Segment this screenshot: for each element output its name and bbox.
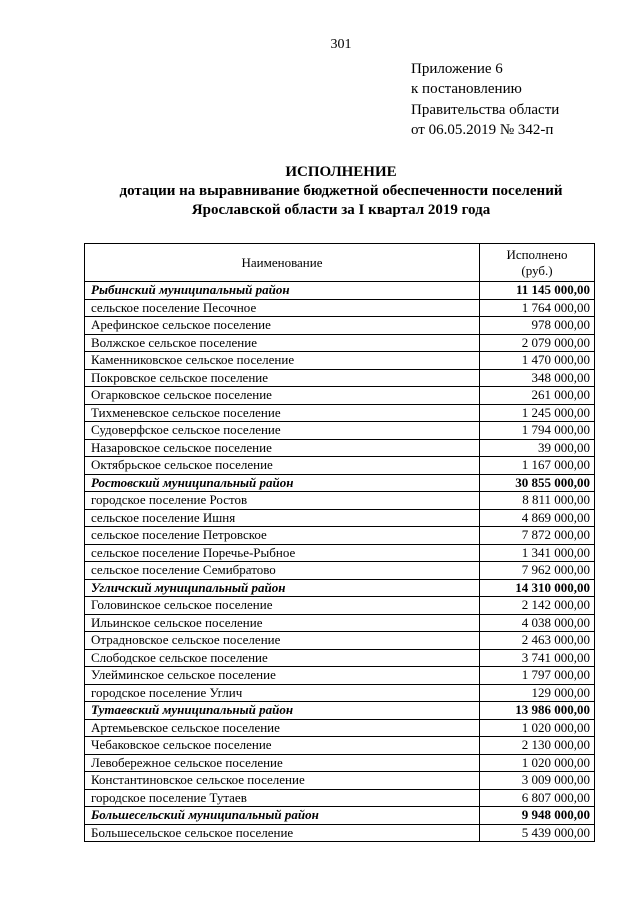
district-row — [85, 282, 595, 300]
settlement-name: городское поселение Ростов — [85, 492, 480, 510]
settlement-amount: 1 341 000,00 — [480, 544, 595, 562]
settlement-row — [85, 597, 595, 615]
appendix-line-resolution: к постановлению — [411, 81, 522, 98]
settlement-amount: 1 470 000,00 — [480, 352, 595, 370]
table-body — [85, 282, 595, 842]
settlement-name: Левобережное сельское поселение — [85, 754, 480, 772]
district-amount: 13 986 000,00 — [480, 702, 595, 720]
district-row — [85, 807, 595, 825]
settlement-amount: 1 020 000,00 — [480, 719, 595, 737]
appendix-line-date: от 06.05.2019 № 342-п — [411, 122, 554, 139]
district-amount: 14 310 000,00 — [480, 579, 595, 597]
settlement-name: Константиновское сельское поселение — [85, 772, 480, 790]
settlement-name: сельское поселение Петровское — [85, 527, 480, 545]
settlement-amount: 39 000,00 — [480, 439, 595, 457]
settlement-name: Судоверфское сельское поселение — [85, 422, 480, 440]
settlement-name: городское поселение Тутаев — [85, 789, 480, 807]
settlement-name: Тихменевское сельское поселение — [85, 404, 480, 422]
district-amount: 11 145 000,00 — [480, 282, 595, 300]
settlement-name: Чебаковское сельское поселение — [85, 737, 480, 755]
settlement-amount: 7 962 000,00 — [480, 562, 595, 580]
district-row — [85, 579, 595, 597]
settlement-name: Огарковское сельское поселение — [85, 387, 480, 405]
settlement-amount: 3 009 000,00 — [480, 772, 595, 790]
settlement-row — [85, 789, 595, 807]
appendix-block — [411, 59, 559, 141]
settlement-amount: 5 439 000,00 — [480, 824, 595, 842]
settlement-name: Головинское сельское поселение — [85, 597, 480, 615]
settlement-name: Волжское сельское поселение — [85, 334, 480, 352]
settlement-row — [85, 667, 595, 685]
settlement-amount: 7 872 000,00 — [480, 527, 595, 545]
table-header — [85, 244, 595, 282]
settlement-amount: 261 000,00 — [480, 387, 595, 405]
district-name: Рыбинский муниципальный район — [85, 282, 480, 300]
settlement-name: Назаровское сельское поселение — [85, 439, 480, 457]
settlement-name: Большесельское сельское поселение — [85, 824, 480, 842]
settlement-row — [85, 737, 595, 755]
settlement-row — [85, 527, 595, 545]
settlement-name: сельское поселение Семибратово — [85, 562, 480, 580]
district-row — [85, 474, 595, 492]
settlement-row — [85, 614, 595, 632]
column-header-name: Наименование — [85, 244, 480, 282]
settlement-row — [85, 684, 595, 702]
settlement-amount: 3 741 000,00 — [480, 649, 595, 667]
settlement-amount: 2 079 000,00 — [480, 334, 595, 352]
settlement-row — [85, 772, 595, 790]
title-subtitle-line-2: Ярославской области за I квартал 2019 года — [191, 202, 491, 218]
subsidy-execution-table — [84, 243, 595, 842]
settlement-row — [85, 562, 595, 580]
settlement-amount: 1 797 000,00 — [480, 667, 595, 685]
page-number: 301 — [330, 37, 352, 52]
settlement-name: Слободское сельское поселение — [85, 649, 480, 667]
settlement-amount: 129 000,00 — [480, 684, 595, 702]
settlement-amount: 348 000,00 — [480, 369, 595, 387]
settlement-row — [85, 824, 595, 842]
settlement-name: сельское поселение Песочное — [85, 299, 480, 317]
settlement-name: Артемьевское сельское поселение — [85, 719, 480, 737]
settlement-amount: 6 807 000,00 — [480, 789, 595, 807]
district-row — [85, 702, 595, 720]
settlement-row — [85, 544, 595, 562]
settlement-row — [85, 422, 595, 440]
settlement-amount: 978 000,00 — [480, 317, 595, 335]
settlement-name: Октябрьское сельское поселение — [85, 457, 480, 475]
settlement-name: сельское поселение Поречье-Рыбное — [85, 544, 480, 562]
settlement-amount: 1 020 000,00 — [480, 754, 595, 772]
column-header-amount-unit: (руб.) — [521, 262, 553, 278]
settlement-amount: 1 167 000,00 — [480, 457, 595, 475]
appendix-line-government: Правительства области — [411, 101, 560, 118]
settlement-amount: 8 811 000,00 — [480, 492, 595, 510]
district-name: Угличский муниципальный район — [85, 579, 480, 597]
settlement-row — [85, 387, 595, 405]
settlement-amount: 1 245 000,00 — [480, 404, 595, 422]
settlement-row — [85, 317, 595, 335]
column-header-amount-title: Исполнено — [506, 246, 568, 262]
settlement-row — [85, 649, 595, 667]
settlement-name: городское поселение Углич — [85, 684, 480, 702]
settlement-row — [85, 457, 595, 475]
settlement-row — [85, 404, 595, 422]
appendix-line-number: Приложение 6 — [411, 61, 503, 77]
district-name: Тутаевский муниципальный район — [85, 702, 480, 720]
settlement-name: Каменниковское сельское поселение — [85, 352, 480, 370]
settlement-row — [85, 334, 595, 352]
district-name: Большесельский муниципальный район — [85, 807, 480, 825]
settlement-row — [85, 369, 595, 387]
settlement-row — [85, 754, 595, 772]
settlement-row — [85, 632, 595, 650]
document-title — [81, 163, 601, 220]
settlement-amount: 2 130 000,00 — [480, 737, 595, 755]
settlement-amount: 4 038 000,00 — [480, 614, 595, 632]
title-subtitle-line-1: дотации на выравнивание бюджетной обеспеченности поселений — [119, 183, 563, 199]
settlement-row — [85, 299, 595, 317]
settlement-row — [85, 439, 595, 457]
settlement-amount: 1 764 000,00 — [480, 299, 595, 317]
settlement-row — [85, 492, 595, 510]
settlement-row — [85, 719, 595, 737]
settlement-name: Ильинское сельское поселение — [85, 614, 480, 632]
title-heading: ИСПОЛНЕНИЕ — [285, 164, 397, 180]
table-header-row — [85, 244, 595, 282]
settlement-row — [85, 509, 595, 527]
district-name: Ростовский муниципальный район — [85, 474, 480, 492]
column-header-amount — [480, 244, 595, 282]
settlement-name: Улейминское сельское поселение — [85, 667, 480, 685]
settlement-name: Арефинское сельское поселение — [85, 317, 480, 335]
settlement-row — [85, 352, 595, 370]
settlement-amount: 1 794 000,00 — [480, 422, 595, 440]
settlement-amount: 4 869 000,00 — [480, 509, 595, 527]
district-amount: 30 855 000,00 — [480, 474, 595, 492]
settlement-name: Отрадновское сельское поселение — [85, 632, 480, 650]
settlement-name: Покровское сельское поселение — [85, 369, 480, 387]
district-amount: 9 948 000,00 — [480, 807, 595, 825]
settlement-name: сельское поселение Ишня — [85, 509, 480, 527]
settlement-amount: 2 142 000,00 — [480, 597, 595, 615]
settlement-amount: 2 463 000,00 — [480, 632, 595, 650]
